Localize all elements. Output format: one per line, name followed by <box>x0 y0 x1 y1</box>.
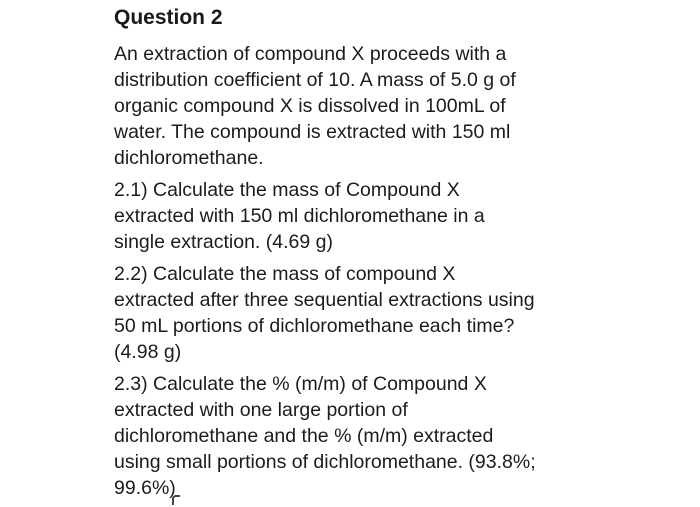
part-2-3-line: extracted with one large portion of <box>114 399 408 421</box>
part-2-3-line: 2.3) Calculate the % (m/m) of Compound X <box>114 373 487 395</box>
question-document <box>114 4 694 507</box>
part-2-2-line: 2.2) Calculate the mass of compound X <box>114 263 456 285</box>
part-2-1-line: single extraction. (4.69 g) <box>114 231 333 253</box>
intro-line: organic compound X is dissolved in 100mL of <box>114 95 506 117</box>
question-title: Question 2 <box>114 6 223 29</box>
part-2-2-line: 50 mL portions of dichloromethane each time? <box>114 315 515 337</box>
part-2-3 <box>114 371 694 501</box>
part-2-2-line: (4.98 g) <box>114 341 182 363</box>
part-2-1-line: 2.1) Calculate the mass of Compound X <box>114 179 460 201</box>
part-2-2 <box>114 261 694 365</box>
intro-line: water. The compound is extracted with 150 ml <box>114 121 511 143</box>
part-2-1-line: extracted with 150 ml dichloromethane in a <box>114 205 485 227</box>
part-2-1 <box>114 177 694 255</box>
part-2-3-line: 99.6%) <box>114 477 176 499</box>
intro-line: distribution coefficient of 10. A mass of 5.0 g of <box>114 69 516 91</box>
intro-line: An extraction of compound X proceeds with a <box>114 43 507 65</box>
part-2-3-line: using small portions of dichloromethane. (93.8%; <box>114 451 536 473</box>
cut-off-glyph <box>172 495 180 505</box>
question-intro <box>114 41 694 171</box>
part-2-2-line: extracted after three sequential extractions using <box>114 289 535 311</box>
intro-line: dichloromethane. <box>114 147 264 169</box>
part-2-3-line: dichloromethane and the % (m/m) extracted <box>114 425 494 447</box>
